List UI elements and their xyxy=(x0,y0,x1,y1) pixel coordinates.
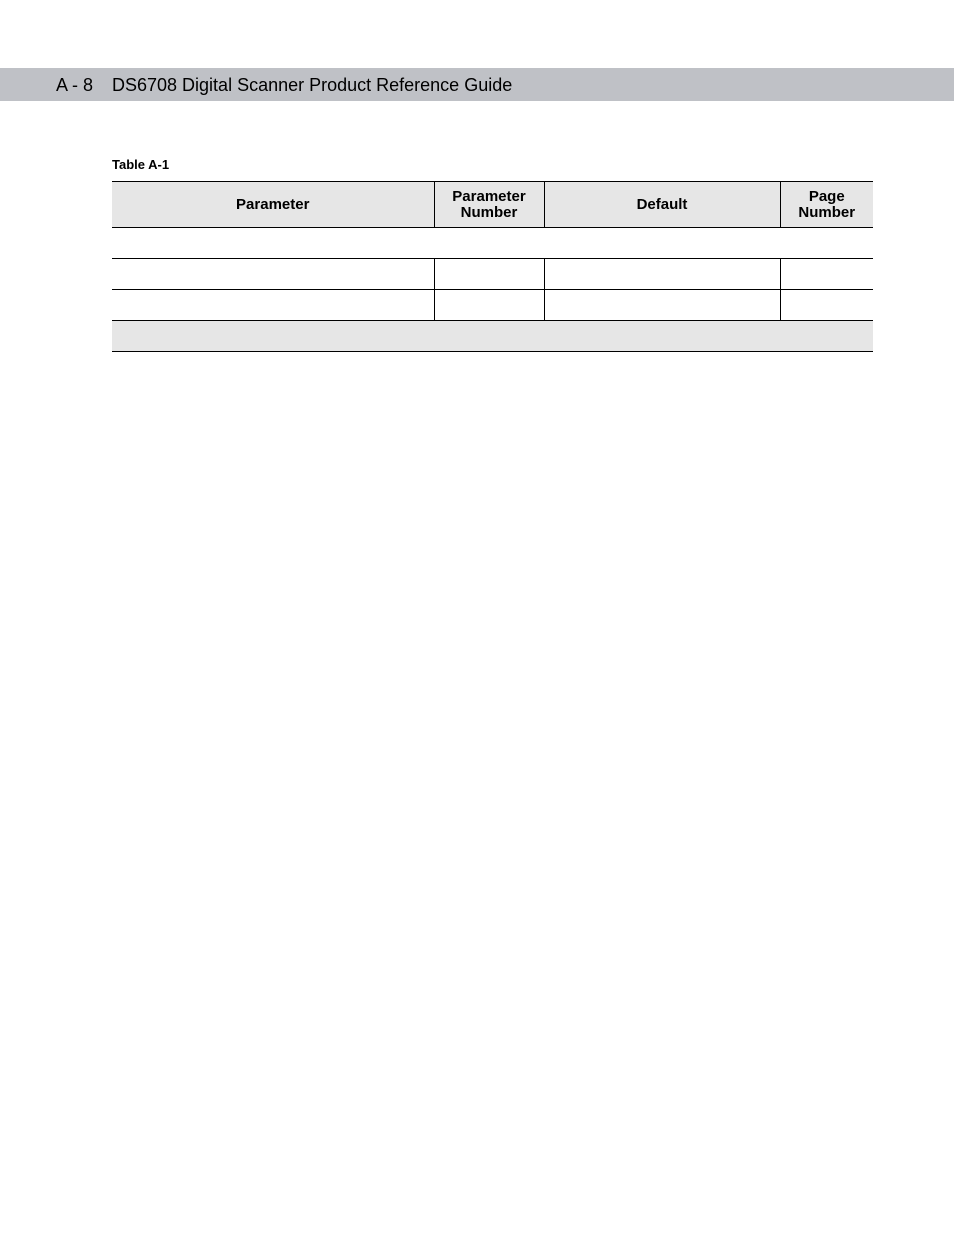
column-header-parameter-number xyxy=(434,182,544,228)
column-header-line: Parameter xyxy=(452,187,526,205)
cell-page-number xyxy=(780,259,873,290)
guide-title: DS6708 Digital Scanner Product Reference Guide xyxy=(112,75,513,95)
table-footer-row xyxy=(112,321,873,352)
column-header-line: Page xyxy=(808,187,845,205)
section-cell xyxy=(112,228,873,259)
cell-parameter xyxy=(112,290,434,321)
cell-parameter-number xyxy=(434,290,544,321)
cell-parameter xyxy=(112,259,434,290)
cell-page-number xyxy=(780,290,873,321)
table-row xyxy=(112,259,873,290)
footer-cell xyxy=(112,321,873,352)
column-header-line: Number xyxy=(460,203,518,221)
column-header-default xyxy=(544,182,780,228)
column-header-parameter xyxy=(112,182,434,228)
cell-default xyxy=(544,259,780,290)
table-header-row xyxy=(112,182,873,228)
column-header-line: Default xyxy=(636,195,688,213)
cell-default xyxy=(544,290,780,321)
column-header-line: Number xyxy=(798,203,856,221)
column-header-line: Parameter xyxy=(236,195,310,213)
cell-parameter-number xyxy=(434,259,544,290)
column-header-page-number xyxy=(780,182,873,228)
table-row xyxy=(112,290,873,321)
page-number: A - 8 xyxy=(56,75,94,95)
parameter-table xyxy=(112,181,873,352)
section-row xyxy=(112,228,873,259)
table-caption: Table A-1 xyxy=(112,157,170,172)
